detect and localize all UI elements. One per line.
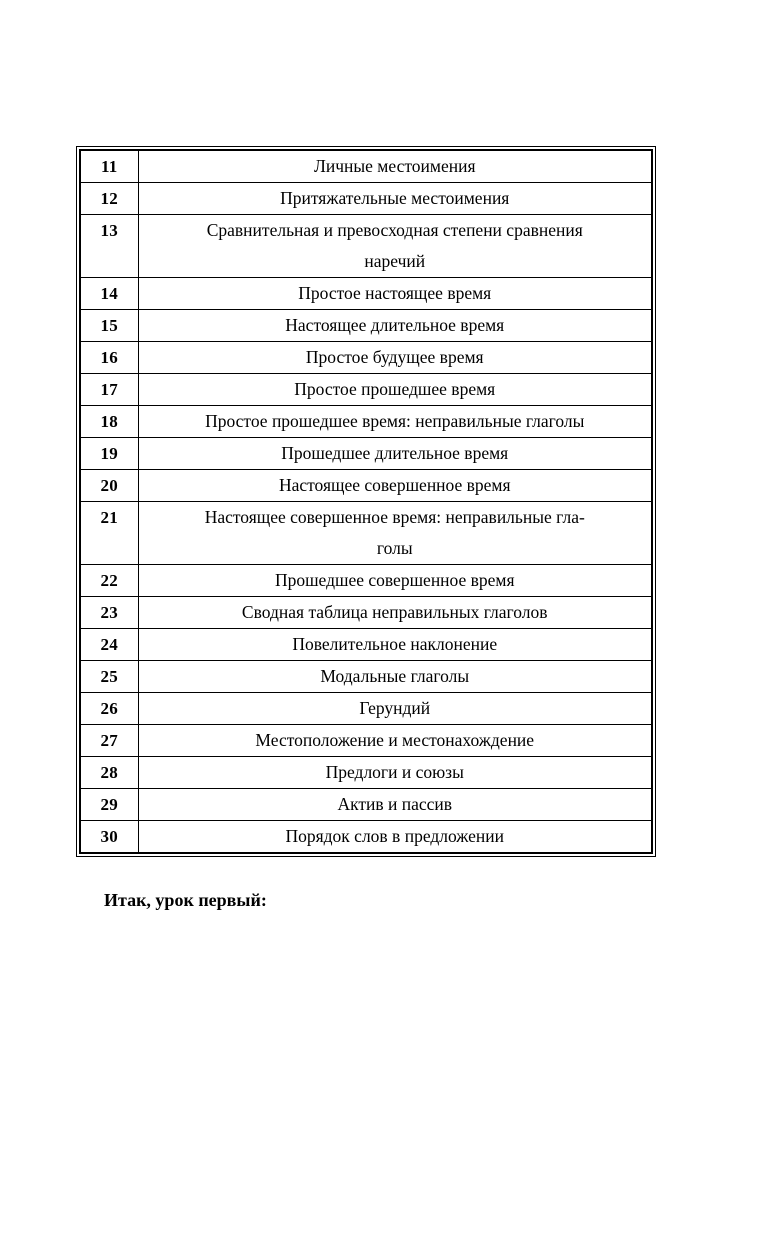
row-title-line: Простое прошедшее время: неправильные глаголы bbox=[205, 411, 585, 431]
row-title-line: Местоположение и местонахождение bbox=[255, 730, 535, 750]
row-number: 28 bbox=[80, 757, 138, 789]
contents-table bbox=[79, 149, 653, 854]
row-title bbox=[138, 470, 652, 502]
table-row bbox=[80, 278, 652, 310]
row-title-line: Повелительное наклонение bbox=[292, 634, 498, 654]
row-title bbox=[138, 725, 652, 757]
row-number: 29 bbox=[80, 789, 138, 821]
table-row bbox=[80, 470, 652, 502]
row-title-line: Модальные глаголы bbox=[320, 666, 470, 686]
row-number: 17 bbox=[80, 374, 138, 406]
row-title bbox=[138, 438, 652, 470]
table-row bbox=[80, 629, 652, 661]
row-title bbox=[138, 597, 652, 629]
row-title bbox=[138, 789, 652, 821]
row-number: 18 bbox=[80, 406, 138, 438]
table-row bbox=[80, 215, 652, 278]
table-row bbox=[80, 342, 652, 374]
row-number: 20 bbox=[80, 470, 138, 502]
table-row bbox=[80, 757, 652, 789]
row-number: 16 bbox=[80, 342, 138, 374]
row-title bbox=[138, 278, 652, 310]
row-title bbox=[138, 693, 652, 725]
row-number: 30 bbox=[80, 821, 138, 854]
row-title bbox=[138, 150, 652, 183]
row-number: 12 bbox=[80, 183, 138, 215]
row-number: 14 bbox=[80, 278, 138, 310]
table-row bbox=[80, 374, 652, 406]
row-title-line: Предлоги и союзы bbox=[325, 762, 464, 782]
table-row bbox=[80, 565, 652, 597]
row-number: 22 bbox=[80, 565, 138, 597]
row-title-line: Прошедшее совершенное время bbox=[274, 570, 515, 590]
table-row bbox=[80, 406, 652, 438]
table-row bbox=[80, 661, 652, 693]
table-row bbox=[80, 183, 652, 215]
row-title bbox=[138, 342, 652, 374]
row-title-line: Сводная таблица неправильных глаголов bbox=[241, 602, 548, 622]
table-row bbox=[80, 438, 652, 470]
row-title-line: Настоящее совершенное время bbox=[278, 475, 511, 495]
table-row bbox=[80, 597, 652, 629]
row-number: 19 bbox=[80, 438, 138, 470]
row-number: 13 bbox=[80, 215, 138, 278]
row-number: 15 bbox=[80, 310, 138, 342]
row-number: 25 bbox=[80, 661, 138, 693]
row-title-line: Личные местоимения bbox=[314, 156, 476, 176]
row-title bbox=[138, 502, 652, 565]
row-title bbox=[138, 629, 652, 661]
table-row bbox=[80, 789, 652, 821]
row-title-line: Настоящее совершенное время: неправильные гла- bbox=[204, 507, 585, 527]
table-row bbox=[80, 821, 652, 854]
table-row bbox=[80, 150, 652, 183]
table-row bbox=[80, 502, 652, 565]
lesson-heading: Итак, урок первый: bbox=[104, 890, 267, 910]
row-title bbox=[138, 406, 652, 438]
row-title-line: Герундий bbox=[359, 698, 431, 718]
row-number: 23 bbox=[80, 597, 138, 629]
row-title bbox=[138, 310, 652, 342]
row-title-line: Простое настоящее время bbox=[298, 283, 492, 303]
row-number: 11 bbox=[80, 150, 138, 183]
row-title-line: наречий bbox=[364, 251, 426, 271]
contents-table-container bbox=[76, 146, 656, 857]
table-row bbox=[80, 693, 652, 725]
row-title-line: голы bbox=[376, 538, 413, 558]
row-number: 21 bbox=[80, 502, 138, 565]
row-number: 27 bbox=[80, 725, 138, 757]
row-number: 26 bbox=[80, 693, 138, 725]
row-title bbox=[138, 757, 652, 789]
row-title-line: Порядок слов в предложении bbox=[285, 826, 505, 846]
row-title-line: Простое будущее время bbox=[305, 347, 484, 367]
row-title-line: Сравнительная и превосходная степени сравнения bbox=[206, 220, 583, 240]
row-title-line: Актив и пассив bbox=[337, 794, 453, 814]
row-title bbox=[138, 183, 652, 215]
row-title-line: Прошедшее длительное время bbox=[281, 443, 509, 463]
row-title bbox=[138, 565, 652, 597]
row-title-line: Настоящее длительное время bbox=[285, 315, 505, 335]
row-title-line: Притяжательные местоимения bbox=[280, 188, 510, 208]
row-number: 24 bbox=[80, 629, 138, 661]
row-title bbox=[138, 821, 652, 854]
row-title bbox=[138, 661, 652, 693]
row-title bbox=[138, 374, 652, 406]
contents-table-body bbox=[80, 150, 652, 853]
table-row bbox=[80, 725, 652, 757]
table-row bbox=[80, 310, 652, 342]
row-title bbox=[138, 215, 652, 278]
row-title-line: Простое прошедшее время bbox=[294, 379, 496, 399]
